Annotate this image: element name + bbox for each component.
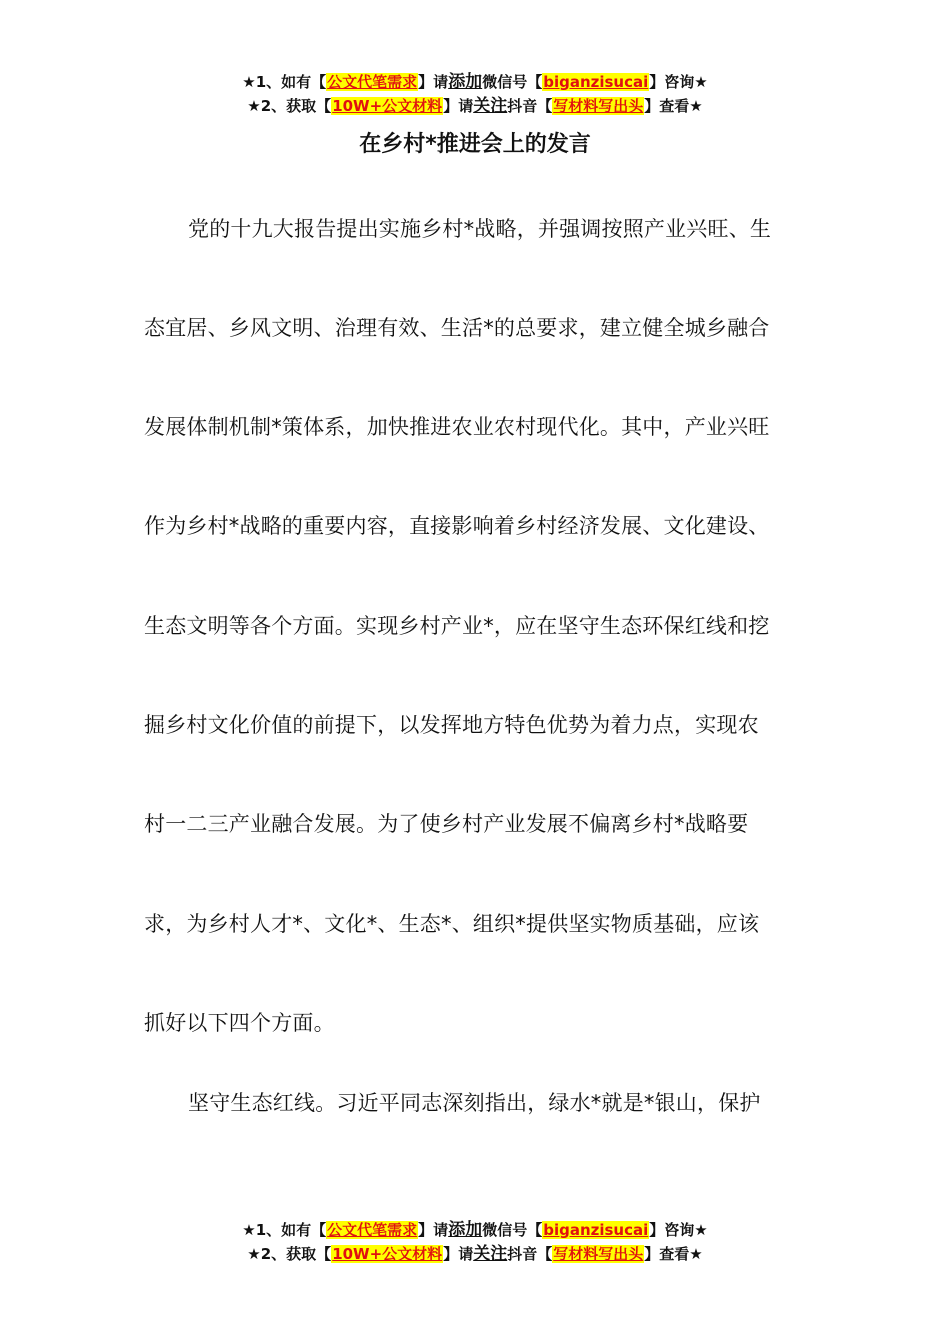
body-line: 作为乡村*战略的重要内容，直接影响着乡村经济发展、文化建设、	[144, 514, 770, 538]
douyin-id: 写材料写出头	[553, 97, 644, 115]
body-line: 态宜居、乡风文明、治理有效、生活*的总要求，建立健全城乡融合	[144, 316, 770, 340]
banner-text: ★1、如有【	[242, 73, 327, 91]
banner-text: ★2、获取【	[247, 97, 332, 115]
banner-text: 】请	[418, 73, 449, 91]
follow-emphasis: 关注	[473, 96, 508, 116]
document-title: 在乡村*推进会上的发言	[359, 132, 591, 157]
banner-text: 】请	[443, 1245, 474, 1263]
douyin-id: 写材料写出头	[553, 1245, 644, 1263]
body-line: 抓好以下四个方面。	[144, 1011, 335, 1035]
banner-line-1	[0, 1218, 950, 1242]
body-line: 掘乡村文化价值的前提下，以发挥地方特色优势为着力点，实现农	[144, 713, 759, 737]
banner-text: 】请	[418, 1221, 449, 1239]
add-emphasis: 添加	[448, 1220, 483, 1240]
highlight-materials: 10W+公文材料	[332, 1245, 443, 1263]
wechat-id: biganzisucai	[543, 1221, 649, 1239]
header-banner	[0, 70, 950, 118]
banner-text: 抖音【	[507, 97, 553, 115]
banner-text: 抖音【	[507, 1245, 553, 1263]
body-line: 生态文明等各个方面。实现乡村产业*，应在坚守生态环保红线和挖	[144, 614, 770, 638]
body-line: 党的十九大报告提出实施乡村*战略，并强调按照产业兴旺、生	[188, 217, 772, 241]
banner-text: 微信号【	[482, 73, 543, 91]
footer-banner	[0, 1218, 950, 1266]
banner-text: 】请	[443, 97, 474, 115]
body-line: 求，为乡村人才*、文化*、生态*、组织*提供坚实物质基础，应该	[144, 912, 760, 936]
highlight-materials: 10W+公文材料	[332, 97, 443, 115]
body-line: 村一二三产业融合发展。为了使乡村产业发展不偏离乡村*战略要	[144, 812, 749, 836]
body-line: 发展体制机制*策体系，加快推进农业农村现代化。其中，产业兴旺	[144, 415, 770, 439]
follow-emphasis: 关注	[473, 1244, 508, 1264]
banner-text: 】查看★	[644, 97, 703, 115]
wechat-id: biganzisucai	[543, 73, 649, 91]
banner-text: 微信号【	[482, 1221, 543, 1239]
banner-line-1	[0, 70, 950, 94]
body-line: 坚守生态红线。习近平同志深刻指出，绿水*就是*银山，保护	[188, 1091, 761, 1115]
banner-text: ★2、获取【	[247, 1245, 332, 1263]
highlight-need: 公文代笔需求	[327, 1221, 418, 1239]
banner-text: 】咨询★	[649, 1221, 708, 1239]
highlight-need: 公文代笔需求	[327, 73, 418, 91]
add-emphasis: 添加	[448, 72, 483, 92]
banner-text: 】查看★	[644, 1245, 703, 1263]
banner-text: ★1、如有【	[242, 1221, 327, 1239]
banner-line-2	[0, 1242, 950, 1266]
banner-line-2	[0, 94, 950, 118]
banner-text: 】咨询★	[649, 73, 708, 91]
